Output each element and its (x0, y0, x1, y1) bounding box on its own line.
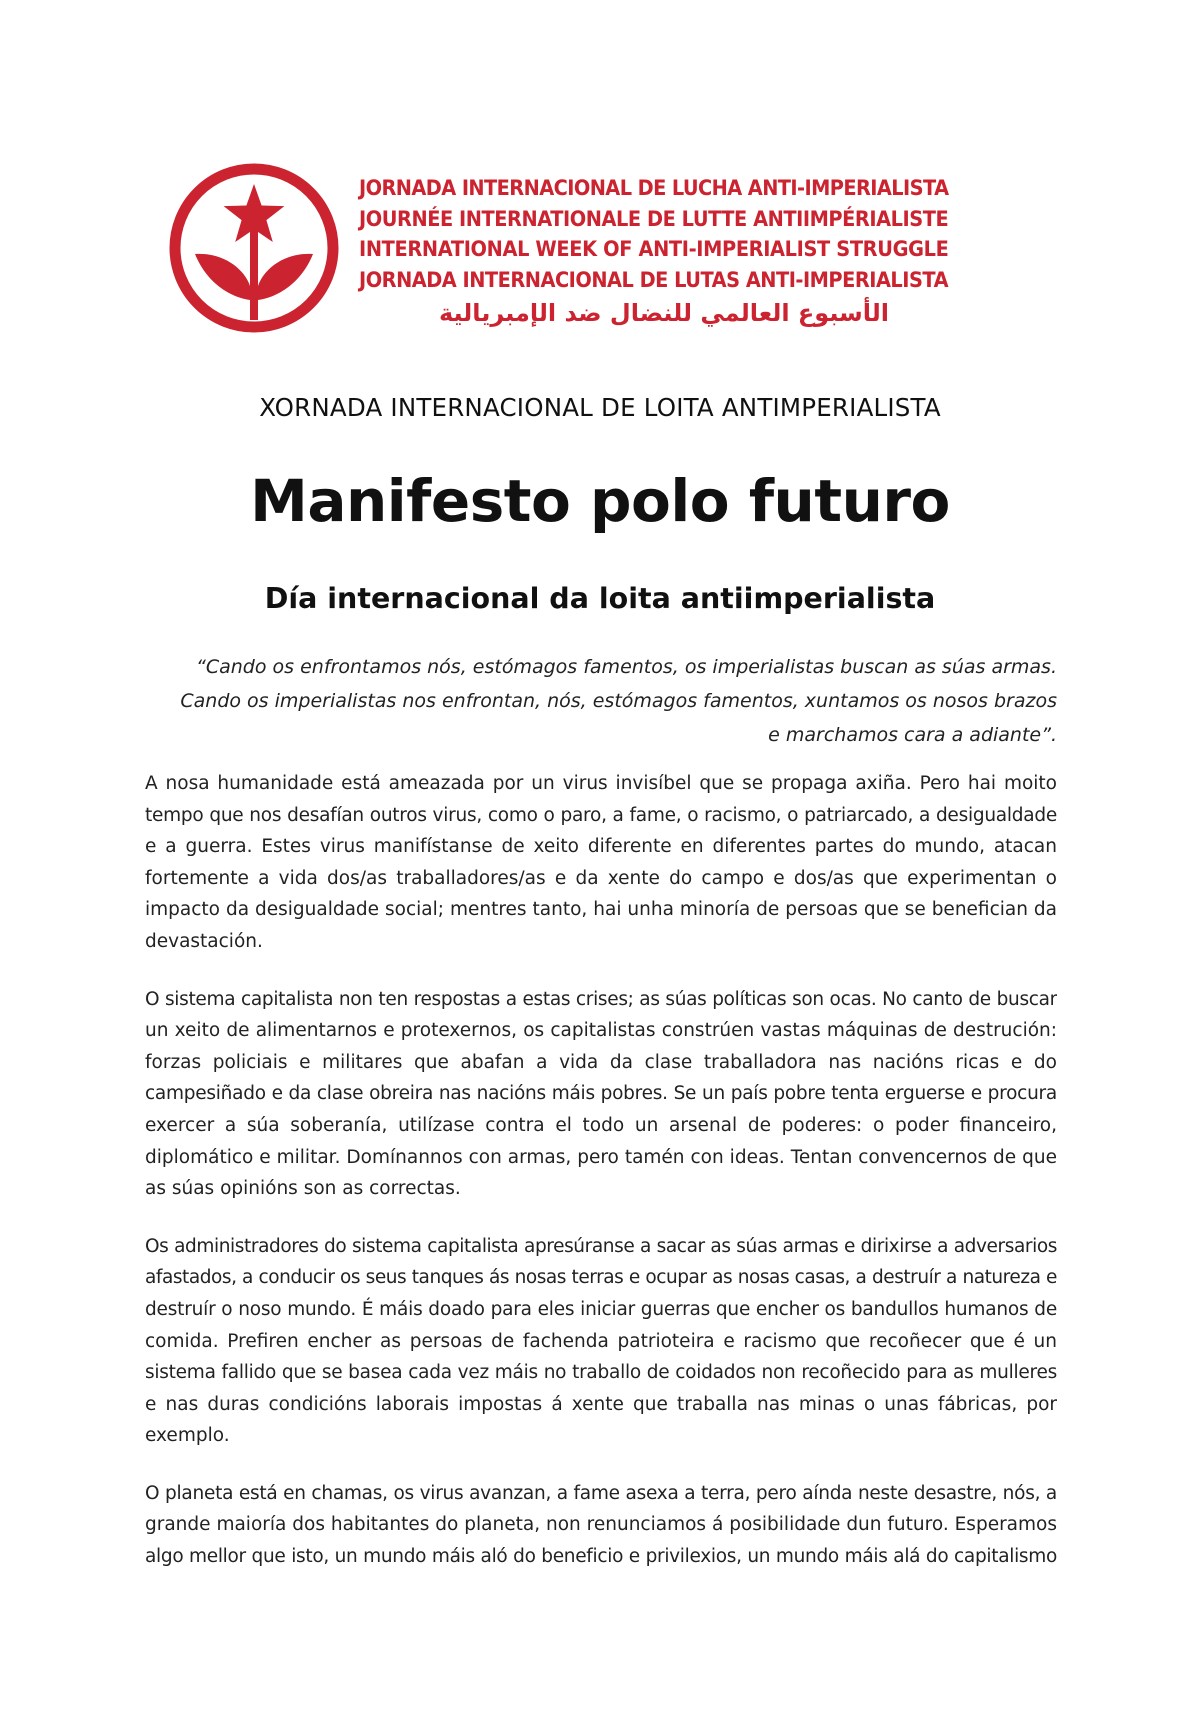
text-line: A nosa humanidade está ameazada por un virus invisíbel que se propaga axiña. Pero hai moito (145, 773, 1057, 794)
text-line: forzas policiais e militares que abafan a vida da clase traballadora nas nacións ricas e do (145, 1051, 1057, 1073)
text-line: diplomático e militar. Domínannos con armas, pero tamén con ideas. Tentan convencernos de que (145, 1146, 1057, 1168)
org-name-portuguese: JORNADA INTERNACIONAL DE LUTAS ANTI-IMPERIALISTA (359, 267, 949, 293)
text-line: destruír o noso mundo. É máis doado para eles iniciar guerras que encher os bandullos humanos de (145, 1298, 1057, 1320)
text-line: algo mellor que isto, un mundo máis aló do beneficio e privilexios, un mundo máis alá do capitalismo (145, 1546, 1057, 1568)
paragraph (145, 984, 1057, 1205)
text-line: as súas opinións son as correctas. (145, 1178, 461, 1200)
org-name-french: JOURNÉE INTERNATIONALE DE LUTTE ANTIIMPÉRIALISTE (359, 206, 949, 232)
text-line: sistema fallido que se basea cada vez máis no traballo de coidados non recoñecido para as mulleres (145, 1362, 1057, 1384)
document-overline: XORNADA INTERNACIONAL DE LOITA ANTIMPERIALISTA (259, 393, 941, 422)
org-name-english: INTERNATIONAL WEEK OF ANTI-IMPERIALIST STRUGGLE (359, 237, 949, 262)
text-line: grande maioría dos habitantes do planeta, non renunciamos á posibilidade dun futuro. Esperamos (145, 1514, 1057, 1536)
text-line: devastación. (145, 930, 263, 952)
text-line: fortemente a vida dos/as traballadores/as e da xente do campo e dos/as que experimentan o (145, 867, 1057, 889)
paragraph (145, 1478, 1057, 1573)
org-name-spanish: JORNADA INTERNACIONAL DE LUCHA ANTI-IMPERIALISTA (359, 176, 949, 201)
text-line: O sistema capitalista non ten respostas a estas crises; as súas políticas son ocas. No canto de buscar (145, 988, 1057, 1010)
text-line: O planeta está en chamas, os virus avanzan, a fame asexa a terra, pero aínda neste desastre, nós, a (145, 1482, 1057, 1504)
quote-line: Cando os imperialistas nos enfrontan, nós, estómagos famentos, xuntamos os nosos brazos (180, 690, 1057, 712)
text-line: afastados, a conducir os seus tanques ás nosas terras e ocupar as nosas casas, a destruír a natureza e (145, 1267, 1057, 1289)
text-line: Os administradores do sistema capitalista apresúranse a sacar as súas armas e dirixirse a adversarios (145, 1235, 1057, 1257)
quote-line: “Cando os enfrontamos nós, estómagos famentos, os imperialistas buscan as súas armas. (196, 656, 1057, 678)
paragraph (145, 768, 1057, 958)
red-star-flower-circle-logo (168, 162, 340, 334)
page-header (168, 160, 948, 350)
text-line: e nas duras condicións laborais impostas á xente que traballa nas minas o unas fábricas, por (145, 1393, 1057, 1415)
page-subtitle: Día internacional da loita antiimperialista (264, 582, 936, 615)
text-line: exercer a súa soberanía, utilízase contra el todo un arsenal de poderes: o poder financeiro, (145, 1114, 1057, 1136)
text-line: un xeito de alimentarnos e protexernos, os capitalistas constrúen vastas máquinas de destrución: (145, 1020, 1057, 1042)
text-line: comida. Prefiren encher as persoas de fachenda patrioteira e racismo que recoñecer que é un (145, 1330, 1057, 1352)
org-name-arabic: الأسبوع العالمي للنضال ضد الإمبريالية (438, 299, 889, 327)
text-line: tempo que nos desafían outros virus, como o paro, a fame, o racismo, o patriarcado, a desigualdade (145, 804, 1057, 826)
organization-names (359, 174, 949, 330)
text-line: campesiñado e da clase obreira nas nacións máis pobres. Se un país pobre tenta erguerse e procura (145, 1083, 1057, 1105)
epigraph-quote (145, 650, 1057, 752)
paragraph (145, 1231, 1057, 1452)
quote-line: e marchamos cara a adiante”. (768, 724, 1057, 746)
body-text (145, 768, 1057, 1599)
page-title: Manifesto polo futuro (250, 467, 950, 535)
text-line: e a guerra. Estes virus manifístanse de xeito diferente en diferentes partes do mundo, atacan (145, 836, 1057, 858)
text-line: exemplo. (145, 1425, 230, 1447)
text-line: impacto da desigualdade social; mentres tanto, hai unha minoría de persoas que se benefician da (145, 899, 1057, 921)
